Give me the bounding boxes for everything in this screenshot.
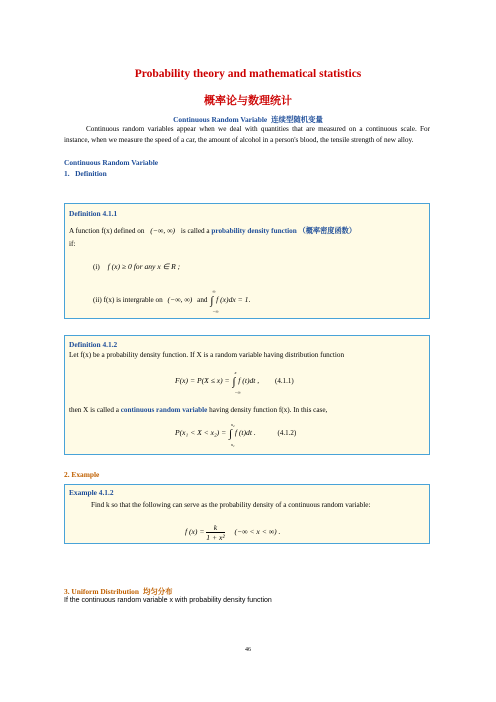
definition-4-1-2-box [64,335,430,455]
condition-1: (i) f (x) ≥ 0 for any x ∈ R ; [93,262,181,271]
section-heading-en: Continuous Random Variable [173,115,268,124]
definition-if: if: [69,240,76,248]
example-equation: f (x) = $\frac{k}{\text{1 + x²}}$ (−∞ < x < ∞) . [185,523,281,542]
uniform-distribution-heading: 3. Uniform Distribution 均匀分布 [64,587,173,596]
example-4-1-2-box [64,484,430,544]
definition-line-1: Let f(x) be a probability density function. If X is a random variable having distribution function [69,351,345,359]
equation-4-1-2: P(x₁ < X < x₂) = ∫ x₂ x₁ f (t)dt . (4.1.2) [175,422,297,447]
definition-line-1: A function f(x) defined on (−∞, ∞) is called a probability density function （概率密度函数） [69,226,357,235]
definition-4-1-1-box [64,203,430,319]
definition-line-2: then X is called a continuous random variable having density function f(x). In this case, [69,406,328,414]
definition-heading: Definition 4.1.2 [69,340,118,349]
section-heading-cn: 连续型随机变量 [271,115,323,124]
page-number: 46 [245,647,251,653]
item-definition-heading: 1. Definition [64,169,107,178]
intro-paragraph: Continuous random variables appear when we deal with quantities that are measured on a continuous scale. For instance, when we measure the speed of a car, the amount of alcohol in a person's blood, the tensile strength of new alloy. [64,125,430,144]
page-title: Probability theory and mathematical statistics [134,68,362,80]
section-label: Continuous Random Variable [64,158,159,167]
condition-2: (ii) f(x) is intergrable on (−∞, ∞) and ∫ ∞ −∞ f (x)dx = 1. [93,289,251,314]
definition-heading: Definition 4.1.1 [69,209,118,218]
equation-4-1-1: F(x) = P(X ≤ x) = ∫ x −∞ f (t)dt , (4.1.1) [175,370,294,395]
page-subtitle-chinese: 概率论与数理统计 [204,94,292,107]
uniform-distribution-text: If the continuous random variable x with probability density function [64,597,272,604]
example-text: Find k so that the following can serve as the probability density of a continuous random variable: [91,501,371,509]
example-section-label: 2. Example [64,470,100,479]
example-heading: Example 4.1.2 [69,488,114,497]
